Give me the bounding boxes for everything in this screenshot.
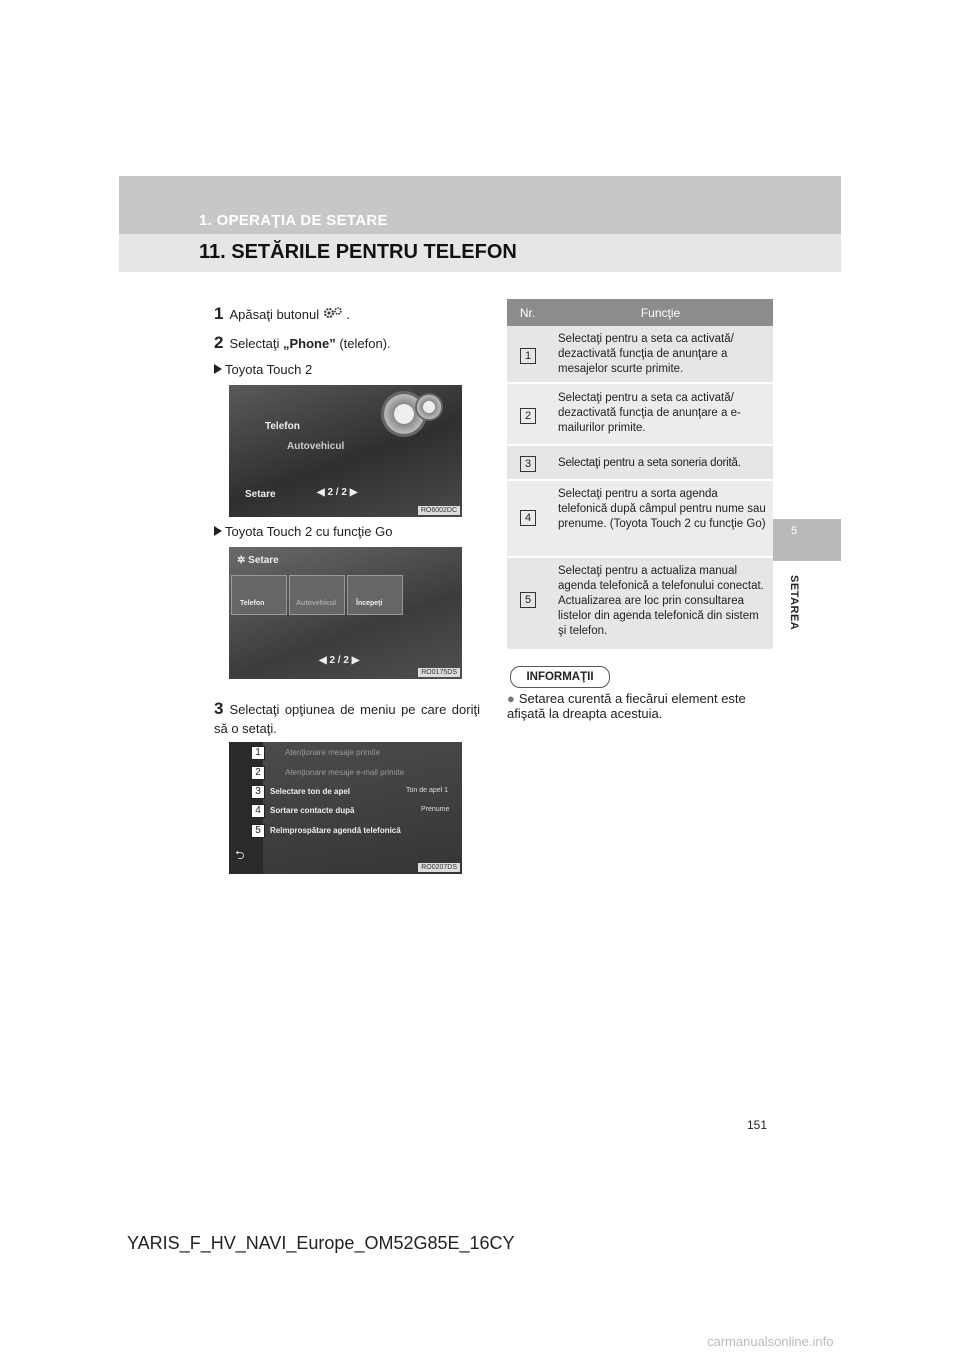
menu-item-1 bbox=[251, 746, 451, 764]
menu-item-label: Reîmprospătare agendă telefonică bbox=[270, 826, 401, 835]
function-table-header bbox=[507, 299, 773, 326]
menu-item-3 bbox=[251, 785, 451, 803]
step-number: 3 bbox=[214, 699, 224, 718]
table-row bbox=[507, 481, 773, 556]
menu-item-5 bbox=[251, 824, 451, 842]
screen-touch2 bbox=[229, 385, 462, 517]
setup-gear-icon bbox=[323, 307, 347, 322]
info-note bbox=[507, 691, 773, 721]
table-row bbox=[507, 558, 773, 649]
menu-item-label: Atenţionare mesaje e-mail primite bbox=[285, 768, 405, 777]
table-row bbox=[507, 446, 773, 479]
table-row bbox=[507, 326, 773, 382]
step-text: Apăsaţi butonul bbox=[229, 307, 320, 322]
menu-item-label: Atenţionare mesaje primite bbox=[285, 748, 381, 757]
row-text: Selectaţi pentru a sorta agenda telefonică după câmpul pentru nume sau prenume. (Toyota Touch 2 cu funcţie Go) bbox=[558, 488, 766, 530]
step-number: 2 bbox=[214, 333, 224, 352]
step-3 bbox=[214, 699, 480, 738]
step-text-end: . bbox=[346, 307, 350, 322]
page-title: 11. SETĂRILE PENTRU TELEFON bbox=[199, 241, 517, 263]
screen-header: ✲ Setare bbox=[237, 555, 279, 566]
variant-text: Toyota Touch 2 bbox=[225, 362, 313, 377]
arrow-right-icon bbox=[214, 364, 222, 374]
page-number: 151 bbox=[747, 1118, 768, 1132]
screen-touch2-go bbox=[229, 547, 462, 679]
callout-number: 2 bbox=[251, 766, 265, 780]
column-header-functie: Funcţie bbox=[640, 306, 681, 320]
callout-number: 5 bbox=[251, 824, 265, 838]
variant-label-1 bbox=[214, 362, 312, 377]
screen-pager: ◀ 2 / 2 ▶ bbox=[317, 487, 358, 498]
info-badge: INFORMAŢII bbox=[510, 666, 610, 688]
chapter-number: 5 bbox=[791, 525, 798, 537]
callout-number: 1 bbox=[251, 746, 265, 760]
row-text: Selectaţi pentru a actualiza manual agenda telefonică a telefonului conectat. Actualizarea are loc prin consultarea listelor din agenda telefonică din sistem şi telefon. bbox=[558, 565, 764, 637]
row-number: 3 bbox=[520, 456, 536, 472]
callout-number: 4 bbox=[251, 804, 265, 818]
tile-label: Începeţi bbox=[356, 600, 383, 607]
row-text: Selectaţi pentru a seta ca activată/ dezactivată funcţia de anunţare a e-mailurilor primite. bbox=[558, 392, 741, 434]
tile-autovehicul bbox=[289, 575, 345, 615]
menu-item-value: Prenume bbox=[421, 806, 450, 813]
row-text: Selectaţi pentru a seta ca activată/ dezactivată funcţia de anunţare a mesajelor scurte primite. bbox=[558, 333, 734, 375]
phone-option-label: „Phone” bbox=[282, 336, 336, 351]
arrow-right-icon bbox=[214, 526, 222, 536]
column-header-nr: Nr. bbox=[519, 306, 536, 320]
tile-incepeti bbox=[347, 575, 403, 615]
menu-item-2 bbox=[251, 766, 451, 784]
screen-autovehicul-label: Autovehicul bbox=[287, 441, 345, 452]
gear-icon bbox=[415, 393, 443, 421]
menu-item-value: Ton de apel 1 bbox=[406, 787, 449, 794]
figure-code: RO0207DS bbox=[418, 863, 460, 872]
tile-label: Autovehicul bbox=[296, 600, 337, 607]
figure-code: RO0175DS bbox=[418, 668, 460, 677]
variant-label-2 bbox=[214, 524, 392, 539]
screen-telefon-label: Telefon bbox=[265, 421, 300, 432]
screen-page-number: 2 / 2 bbox=[329, 655, 349, 666]
tile-telefon bbox=[231, 575, 287, 615]
figure-code: RO6002DC bbox=[418, 506, 460, 515]
step-number: 1 bbox=[214, 304, 224, 323]
screen-page-number: 2 / 2 bbox=[327, 487, 347, 498]
menu-item-label: Selectare ton de apel bbox=[270, 787, 351, 796]
table-row bbox=[507, 384, 773, 444]
step-text-end: (telefon). bbox=[339, 336, 391, 351]
callout-number: 3 bbox=[251, 785, 265, 799]
step-2 bbox=[214, 333, 391, 353]
section-header bbox=[119, 176, 841, 234]
row-number: 5 bbox=[520, 592, 536, 608]
menu-item-label: Sortare contacte după bbox=[270, 806, 355, 815]
info-note-text: Setarea curentă a fiecărui element este afişată la dreapta acestuia. bbox=[507, 691, 746, 721]
row-number: 2 bbox=[520, 408, 536, 424]
watermark: carmanualsonline.info bbox=[707, 1334, 834, 1349]
document-code: YARIS_F_HV_NAVI_Europe_OM52G85E_16CY bbox=[127, 1233, 515, 1253]
row-number: 1 bbox=[520, 348, 536, 364]
row-text: Selectaţi pentru a seta soneria dorită. bbox=[558, 457, 741, 469]
section-title: 1. OPERAŢIA DE SETARE bbox=[199, 212, 388, 229]
step-text: Selectaţi bbox=[229, 336, 280, 351]
row-number: 4 bbox=[520, 510, 536, 526]
back-arrow-icon: ⮌ bbox=[235, 848, 245, 862]
step-text: Selectaţi opţiunea de meniu pe care doriţi să o setaţi. bbox=[214, 702, 480, 736]
page-title-bar bbox=[119, 234, 841, 272]
chapter-label: SETAREA bbox=[788, 575, 800, 631]
bullet-dot-icon: ● bbox=[507, 691, 515, 706]
chapter-tab bbox=[773, 519, 841, 561]
step-1 bbox=[214, 304, 350, 324]
variant-text: Toyota Touch 2 cu funcţie Go bbox=[225, 524, 393, 539]
tile-label: Telefon bbox=[240, 600, 265, 607]
screen-pager: ◀ 2 / 2 ▶ bbox=[319, 655, 360, 666]
screen-setare-label: Setare bbox=[245, 489, 276, 500]
screen-setare-label: Setare bbox=[248, 555, 279, 566]
menu-item-4 bbox=[251, 804, 451, 822]
